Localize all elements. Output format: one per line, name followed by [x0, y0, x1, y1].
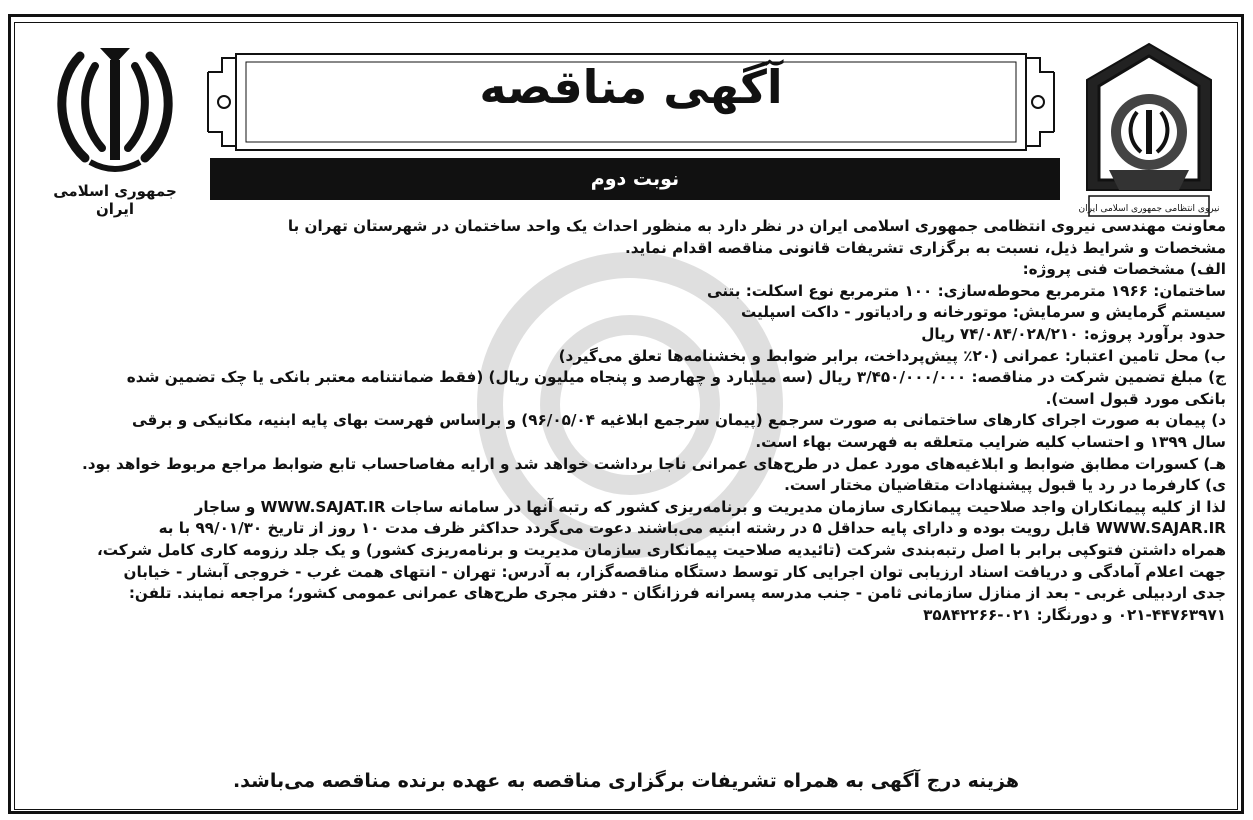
body-line: جهت اعلام آمادگی و دریافت اسناد ارزیابی توان اجرایی کار توسط دستگاه مناقصه‌گزار، به آدرس: تهران - انتهای همت غرب - خروجی آبشار - خیابان	[123, 562, 1226, 581]
body-line: جدی اردبیلی غربی - بعد از منازل سازمانی ثامن - جنب مدرسه پسرانه فرزانگان - دفتر مجری طرح‌های عمرانی عمومی کشور؛ مراجعه نمایند. تلفن:	[128, 584, 1226, 603]
body-line: ج) مبلغ تضمین شرکت در مناقصه: ۳/۴۵۰/۰۰۰/۰۰۰ ریال (سه میلیارد و چهارصد و پنجاه میلیون ریال) (فقط ضمانتنامه معتبر بانکی یا چک تضمین شده	[126, 368, 1226, 387]
body-line: الف) مشخصات فنی پروژه:	[1022, 260, 1226, 279]
body-line: ب) محل تامین اعتبار: عمرانی (۲۰٪ پیش‌پرداخت، برابر ضوابط و بخشنامه‌ها تعلق می‌گیرد)	[558, 346, 1226, 365]
body-line: WWW.SAJAR.IR قابل رویت بوده و دارای پایه حداقل ۵ در رشته ابنیه می‌باشند دعوت می‌گردد حداکثر ظرف مدت ۱۰ روز از تاریخ ۹۹/۰۱/۳۰ با به	[158, 519, 1226, 538]
notice-body	[26, 216, 1226, 626]
title-box	[206, 50, 1056, 154]
body-line: سیستم گرمایش و سرمایش: موتورخانه و رادیاتور - داکت اسپلیت	[740, 303, 1226, 322]
body-line: لذا از کلیه پیمانکاران واجد صلاحیت پیمانکاری سازمان مدیریت و برنامه‌ریزی کشور که رتبه آنها در سامانه ساجات WWW.SAJAT.IR و ساجار	[194, 497, 1226, 516]
page-title: آگهی مناقصه	[479, 60, 783, 114]
body-line: ۰۲۱-۴۴۷۶۳۹۷۱ و دورنگار: ۰۲۱-۳۵۸۴۲۲۶۶	[923, 605, 1226, 624]
police-badge-icon	[1079, 40, 1219, 230]
footer-note: هزینه درج آگهی به همراه تشریفات برگزاری مناقصه به عهده برنده مناقصه می‌باشد.	[232, 770, 1020, 792]
round-label: نوبت دوم	[210, 158, 1060, 200]
body-line: مشخصات و شرایط ذیل، نسبت به برگزاری تشریفات قانونی مناقصه اقدام نماید.	[624, 238, 1226, 257]
body-line: سال ۱۳۹۹ و احتساب کلیه ضرایب متعلقه به فهرست بهاء است.	[755, 432, 1226, 451]
body-line: ساختمان: ۱۹۶۶ مترمربع محوطه‌سازی: ۱۰۰ مترمربع نوع اسکلت: بتنی	[706, 281, 1226, 300]
body-line: معاونت مهندسی نیروی انتظامی جمهوری اسلامی ایران در نظر دارد به منظور احداث یک واحد ساختمان در شهرستان تهران با	[287, 217, 1226, 235]
body-line: همراه داشتن فتوکپی برابر با اصل رتبه‌بندی شرکت (تائیدیه صلاحیت پیمانکاری سازمان مدیریت و برنامه‌ریزی کشور) و یک جلد رزومه کاری کامل شرکت،	[96, 540, 1226, 559]
iran-emblem-caption: جمهوری اسلامی ایران	[53, 182, 177, 218]
body-line: د) پیمان به صورت اجرای کارهای ساختمانی به صورت سرجمع (پیمان سرجمع ابلاغیه ۹۶/۰۵/۰۴) و براساس فهرست بهای پایه ابنیه، مکانیکی و برقی	[132, 411, 1226, 430]
body-line: ی) کارفرما در رد یا قبول پیشنهادات متقاضیان مختار است.	[784, 476, 1226, 495]
police-badge	[1079, 40, 1219, 230]
body-line: بانکی مورد قبول است).	[1045, 389, 1226, 408]
iran-emblem	[40, 36, 190, 216]
police-badge-caption: نیروی انتظامی جمهوری اسلامی ایران	[1079, 204, 1219, 214]
body-line: هـ) کسورات مطابق ضوابط و ابلاغیه‌های مورد عمل در طرح‌های عمرانی ناجا برداشت خواهد شد و ارایه مفاصاحساب تابع ضوابط مراجع مربوط خواهد بود.	[81, 454, 1226, 473]
iran-emblem-icon	[50, 36, 180, 176]
body-line: حدود برآورد پروژه: ۷۴/۰۸۴/۰۲۸/۲۱۰ ریال	[921, 324, 1226, 343]
